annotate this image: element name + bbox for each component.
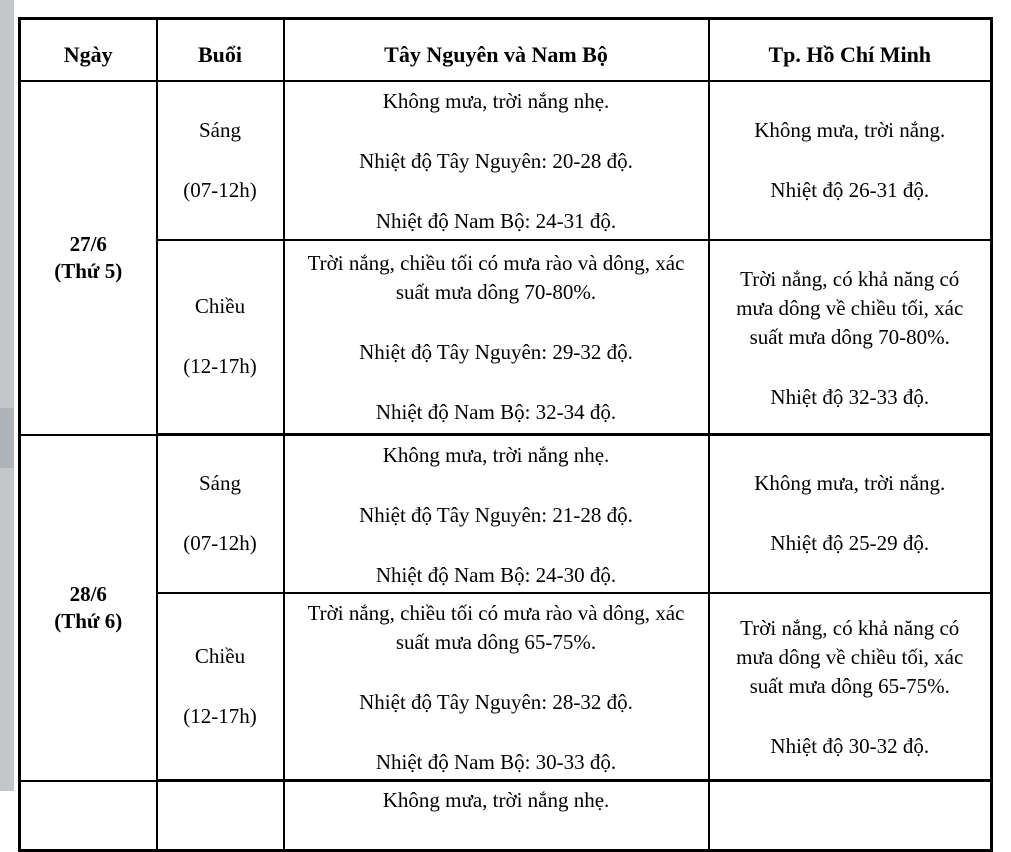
session-hours: (07-12h) [183, 531, 257, 556]
session-hours: (07-12h) [183, 177, 257, 202]
forecast-line: Không mưa, trời nắng nhẹ. [382, 89, 610, 113]
hcm-forecast-28-6-chieu [709, 593, 992, 781]
day-weekday: (Thứ 5) [54, 258, 123, 283]
forecast-line: Nhiệt độ 25-29 độ. [770, 531, 930, 556]
session-name: Chiều [194, 294, 246, 319]
forecast-line: Trời nắng, có khả năng có mưa dông về chiều tối, xác suất mưa dông 70-80%. [736, 266, 964, 349]
session-cell-28-6-sang [157, 435, 284, 593]
hcm-forecast-28-6-sang [709, 435, 992, 593]
day-cell-27-6 [20, 81, 157, 435]
hcm-forecast-27-6-sang [709, 81, 992, 240]
col-header-tay-nguyen-nam-bo: Tây Nguyên và Nam Bộ [284, 19, 709, 81]
forecast-line: Nhiệt độ Nam Bộ: 24-31 độ. [375, 209, 617, 233]
left-scrollbar-track[interactable] [0, 0, 14, 791]
session-name: Sáng [199, 117, 241, 142]
hcm-forecast-27-6-chieu [709, 240, 992, 435]
day-weekday: (Thứ 6) [54, 608, 123, 633]
region-forecast-28-6-sang [284, 435, 709, 593]
session-hours: (12-17h) [183, 703, 257, 728]
forecast-line: Nhiệt độ Tây Nguyên: 28-32 độ. [359, 689, 633, 714]
region-forecast-27-6-chieu [284, 240, 709, 435]
forecast-line: Không mưa, trời nắng. [754, 471, 946, 496]
session-cell-27-6-sang [157, 81, 284, 240]
col-header-buoi: Buổi [157, 19, 284, 81]
session-name: Chiều [194, 643, 246, 668]
forecast-line: Nhiệt độ 30-32 độ. [770, 734, 930, 759]
session-cell-next [157, 781, 284, 851]
forecast-line: Nhiệt độ 26-31 độ. [770, 177, 930, 202]
scrollbar-thumb[interactable] [0, 408, 14, 468]
forecast-line: Nhiệt độ Tây Nguyên: 29-32 độ. [359, 340, 633, 365]
day-cell-28-6 [20, 435, 157, 781]
table-row [20, 81, 992, 240]
session-hours: (12-17h) [183, 354, 257, 379]
table-row [20, 435, 992, 593]
table-row [20, 240, 992, 435]
forecast-line: Không mưa, trời nắng. [754, 117, 946, 142]
day-date: 27/6 [69, 231, 107, 256]
session-cell-27-6-chieu [157, 240, 284, 435]
session-cell-28-6-chieu [157, 593, 284, 781]
forecast-line: Trời nắng, chiều tối có mưa rào và dông, xác suất mưa dông 70-80%. [307, 251, 685, 305]
region-forecast-27-6-sang [284, 81, 709, 240]
weather-forecast-table [18, 17, 993, 852]
forecast-line: Nhiệt độ Nam Bộ: 32-34 độ. [375, 400, 617, 425]
forecast-line: Không mưa, trời nắng nhẹ. [382, 788, 610, 812]
forecast-line: Nhiệt độ 32-33 độ. [770, 384, 930, 409]
table-row [20, 593, 992, 781]
forecast-line: Trời nắng, có khả năng có mưa dông về chiều tối, xác suất mưa dông 65-75%. [736, 616, 964, 699]
forecast-line: Nhiệt độ Nam Bộ: 24-30 độ. [375, 562, 617, 587]
forecast-line: Nhiệt độ Nam Bộ: 30-33 độ. [375, 749, 617, 774]
table-row-partial [20, 781, 992, 851]
forecast-line: Không mưa, trời nắng nhẹ. [382, 442, 610, 467]
session-name: Sáng [199, 471, 241, 496]
forecast-line: Nhiệt độ Tây Nguyên: 21-28 độ. [359, 502, 633, 527]
hcm-forecast-next [709, 781, 992, 851]
region-forecast-next [284, 781, 709, 851]
header-row [20, 19, 992, 81]
day-date: 28/6 [69, 581, 107, 606]
forecast-line: Trời nắng, chiều tối có mưa rào và dông, xác suất mưa dông 65-75%. [307, 600, 685, 654]
col-header-tp-hcm: Tp. Hồ Chí Minh [709, 19, 992, 81]
col-header-ngay: Ngày [20, 19, 157, 81]
day-cell-next [20, 781, 157, 851]
region-forecast-28-6-chieu [284, 593, 709, 781]
forecast-line: Nhiệt độ Tây Nguyên: 20-28 độ. [359, 149, 633, 173]
